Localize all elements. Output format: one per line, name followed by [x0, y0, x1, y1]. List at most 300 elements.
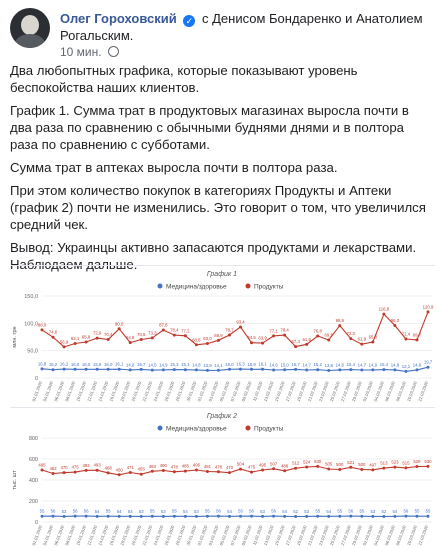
legend-label: Медицина/здоровье — [166, 425, 227, 433]
data-point — [184, 470, 187, 473]
data-label: 16,0 — [70, 361, 80, 367]
data-point — [415, 368, 418, 371]
data-label: 455 — [137, 466, 145, 472]
x-tick-label: 21.02.2020 — [306, 524, 319, 547]
data-label: 15,4 — [346, 362, 355, 368]
data-point — [162, 515, 165, 518]
data-point — [371, 368, 374, 371]
data-label: 16,8 — [37, 361, 47, 367]
data-point — [228, 515, 231, 518]
data-label: 116,8 — [378, 306, 390, 312]
legend-marker — [246, 284, 251, 289]
data-label: 14,5 — [148, 362, 157, 368]
data-label: 53 — [61, 508, 67, 514]
data-point — [74, 368, 77, 371]
data-point — [415, 465, 418, 468]
chart-1[interactable] — [10, 265, 435, 404]
data-label: 16,2 — [59, 361, 69, 367]
data-label: 13,8 — [324, 362, 333, 368]
x-tick-label: 03.02.2020 — [207, 380, 220, 403]
data-point — [228, 368, 231, 371]
data-label: 470 — [60, 465, 68, 471]
data-label: 55 — [238, 508, 243, 514]
x-tick-label: 17.02.2020 — [284, 380, 297, 403]
data-label: 53 — [160, 508, 166, 514]
data-label: 55 — [39, 508, 45, 514]
data-label: 15,3 — [170, 362, 179, 368]
data-label: 14,7 — [357, 362, 367, 368]
data-point — [427, 465, 430, 468]
data-point — [151, 470, 154, 473]
legend-label: Медицина/здоровье — [166, 283, 227, 291]
data-label: 70,4 — [103, 332, 113, 338]
data-point — [173, 515, 176, 518]
data-point — [52, 368, 55, 371]
data-label: 530 — [314, 458, 322, 464]
data-point — [85, 469, 88, 472]
data-point — [228, 471, 231, 474]
x-tick-label: 26.01.2020 — [163, 524, 176, 547]
data-point — [360, 515, 363, 518]
data-point — [140, 473, 143, 476]
data-point — [96, 469, 99, 472]
x-tick-label: 10.03.2020 — [406, 380, 418, 403]
data-point — [316, 465, 319, 468]
data-point — [162, 329, 165, 332]
x-tick-label: 24.01.2020 — [152, 524, 165, 547]
data-label: 16,0 — [225, 361, 234, 367]
data-label: 13,9 — [203, 362, 212, 368]
data-label: 55 — [425, 508, 431, 514]
data-label: 14,8 — [335, 362, 344, 368]
data-label: 55 — [205, 508, 210, 514]
data-point — [217, 339, 220, 342]
x-tick-label: 20.01.2020 — [130, 524, 143, 547]
y-tick-label: 800 — [28, 436, 38, 442]
data-point — [305, 368, 308, 371]
data-point — [316, 335, 319, 338]
data-point — [63, 368, 66, 371]
paragraph: Сумма трат в аптеках выросла почти в полтора раза. — [10, 160, 338, 175]
data-label: 56 — [249, 508, 254, 514]
x-tick-label: 10.01.2020 — [75, 524, 88, 547]
data-point — [427, 366, 430, 369]
data-point — [129, 341, 132, 344]
data-point — [52, 472, 55, 475]
data-point — [272, 515, 275, 518]
data-label: 56 — [348, 508, 354, 514]
x-tick-label: 04.03.2020 — [372, 524, 385, 547]
data-point — [349, 368, 352, 371]
data-point — [360, 468, 363, 471]
data-point — [52, 336, 55, 339]
data-point — [74, 515, 77, 518]
data-point — [250, 341, 253, 344]
data-point — [261, 368, 264, 371]
data-label: 14,1 — [214, 362, 223, 368]
data-point — [371, 515, 374, 518]
data-point — [217, 515, 220, 518]
x-tick-label: 12.03.2020 — [417, 380, 429, 403]
x-tick-label: 20.01.2020 — [130, 380, 143, 403]
data-point — [294, 467, 297, 470]
data-label: 53 — [194, 508, 199, 514]
data-point — [206, 369, 209, 372]
data-point — [382, 467, 385, 470]
data-label: 54 — [282, 508, 288, 514]
data-label: 56 — [72, 508, 78, 514]
data-point — [283, 515, 286, 518]
data-point — [349, 515, 352, 518]
x-tick-label: 25.02.2020 — [328, 380, 341, 403]
x-tick-label: 15.02.2020 — [273, 524, 286, 547]
data-point — [206, 515, 209, 518]
data-point — [349, 337, 352, 340]
x-tick-label: 10.03.2020 — [406, 524, 418, 547]
data-label: 53 — [138, 508, 144, 514]
x-tick-label: 08.01.2020 — [64, 524, 77, 547]
data-label: 55 — [171, 508, 177, 514]
data-point — [316, 515, 319, 518]
x-tick-label: 18.01.2020 — [119, 524, 132, 547]
data-label: 55 — [359, 508, 365, 514]
x-tick-label: 01.02.2020 — [196, 524, 209, 547]
data-point — [239, 368, 242, 371]
x-tick-label: 02.03.2020 — [361, 524, 374, 547]
data-label: 481 — [203, 463, 212, 469]
x-tick-label: 28.01.2020 — [174, 524, 187, 547]
data-label: 73,3 — [148, 330, 157, 336]
x-tick-label: 18.01.2020 — [119, 380, 132, 403]
data-point — [107, 515, 110, 518]
x-tick-label: 12.01.2020 — [86, 524, 99, 547]
data-label: 15,4 — [379, 362, 389, 368]
data-label: 505 — [325, 461, 333, 467]
x-tick-label: 27.02.2020 — [339, 380, 352, 403]
data-label: 56 — [216, 508, 221, 514]
data-point — [41, 328, 44, 331]
data-label: 470 — [225, 465, 234, 471]
data-label: 70,5 — [137, 331, 146, 337]
data-point — [316, 368, 319, 371]
data-point — [283, 469, 286, 472]
data-label: 475 — [247, 464, 256, 470]
x-tick-label: 10.01.2020 — [75, 380, 88, 403]
data-point — [305, 343, 308, 346]
data-point — [415, 338, 418, 341]
x-tick-label: 08.03.2020 — [395, 524, 407, 547]
y-tick-label: 0 — [34, 520, 38, 526]
data-point — [118, 515, 121, 518]
x-tick-label: 30.01.2020 — [185, 524, 198, 547]
data-point — [305, 515, 308, 518]
data-label: 55 — [414, 508, 420, 514]
data-point — [107, 471, 110, 474]
y-tick-label: 600 — [28, 457, 38, 463]
chart-title: График 1 — [206, 271, 238, 278]
data-label: 54 — [392, 508, 398, 514]
data-label: 497 — [369, 462, 377, 468]
data-point — [261, 515, 264, 518]
data-point — [217, 369, 220, 372]
data-label: 15,2 — [313, 362, 322, 368]
data-point — [129, 471, 132, 474]
data-point — [250, 471, 253, 474]
x-tick-label: 24.01.2020 — [152, 380, 165, 403]
data-point — [327, 467, 330, 470]
x-tick-label: 13.02.2020 — [262, 524, 275, 547]
data-label: 515 — [402, 460, 410, 466]
data-label: 54 — [94, 508, 100, 514]
data-label: 493 — [93, 462, 101, 468]
x-tick-label: 23.02.2020 — [317, 380, 330, 403]
data-label: 69,5 — [324, 332, 333, 338]
data-point — [283, 334, 286, 337]
data-label: 462 — [49, 465, 57, 471]
data-point — [206, 342, 209, 345]
data-point — [338, 324, 341, 327]
data-label: 87,8 — [159, 322, 168, 328]
data-label: 56 — [83, 508, 89, 514]
legend-label: Продукты — [254, 425, 284, 433]
x-tick-label: 14.01.2020 — [97, 524, 110, 547]
data-label: 55 — [315, 508, 321, 514]
data-point — [74, 342, 77, 345]
data-point — [96, 337, 99, 340]
globe-icon — [108, 46, 119, 57]
chart-2[interactable] — [10, 407, 435, 550]
y-tick-label: 0 — [34, 376, 38, 382]
paragraph: График 1. Сумма трат в продуктовых магазинах выросла почти в два раза по сравнению с обычными буднями днями и в полтора раза по сравнению с субботами. — [10, 103, 409, 152]
data-label: 15,7 — [291, 361, 300, 367]
data-label: 19,7 — [423, 359, 433, 365]
data-label: 14,9 — [368, 362, 378, 368]
data-point — [272, 334, 275, 337]
data-label: 65,8 — [81, 334, 91, 340]
x-tick-label: 12.03.2020 — [417, 524, 429, 547]
data-point — [63, 345, 66, 348]
data-label: 478 — [214, 464, 223, 470]
data-label: 512 — [292, 460, 300, 466]
y-axis-label: млн. грн — [12, 326, 18, 348]
data-point — [371, 341, 374, 344]
data-label: 507 — [270, 461, 278, 467]
data-point — [338, 468, 341, 471]
data-label: 61,6 — [302, 336, 311, 342]
data-label: 16,0 — [81, 361, 91, 367]
avatar[interactable] — [10, 8, 50, 48]
data-point — [63, 471, 66, 474]
data-point — [228, 333, 231, 336]
data-label: 488 — [281, 463, 289, 469]
data-point — [140, 515, 143, 518]
with-text[interactable]: с Денисом Бондаренко и Анатолием Рогальским. — [60, 11, 423, 43]
data-point — [261, 469, 264, 472]
data-label: 64,5 — [247, 335, 256, 341]
data-label: 60,8 — [192, 337, 201, 343]
data-point — [140, 338, 143, 341]
data-point — [283, 368, 286, 371]
data-point — [129, 515, 132, 518]
data-label: 521 — [347, 459, 355, 465]
data-label: 55 — [337, 508, 343, 514]
x-tick-label: 01.02.2020 — [196, 380, 209, 403]
x-tick-label: 06.03.2020 — [383, 380, 396, 403]
x-tick-label: 05.02.2020 — [218, 524, 231, 547]
x-tick-label: 16.01.2020 — [108, 524, 121, 547]
x-tick-label: 17.02.2020 — [284, 524, 297, 547]
data-label: 72,0 — [346, 331, 355, 337]
y-tick-label: 150,0 — [24, 294, 38, 300]
data-label: 529 — [413, 458, 421, 464]
series-line — [42, 312, 428, 347]
data-label: 69,7 — [412, 332, 422, 338]
data-point — [74, 471, 77, 474]
data-label: 524 — [303, 459, 311, 465]
data-label: 63,0 — [203, 336, 212, 342]
data-point — [63, 515, 66, 518]
data-label: 468 — [104, 465, 112, 471]
data-point — [239, 515, 242, 518]
data-label: 64,8 — [126, 335, 135, 341]
x-tick-label: 07.02.2020 — [229, 380, 242, 403]
x-tick-label: 30.01.2020 — [185, 380, 198, 403]
series-line — [42, 367, 428, 371]
data-point — [195, 343, 198, 346]
x-tick-label: 09.02.2020 — [240, 524, 253, 547]
paragraph: Вывод: Украинцы активно запасаются продуктами и лекарствами. Наблюдаем дальше. — [10, 240, 417, 272]
x-tick-label: 15.02.2020 — [273, 380, 286, 403]
post-meta — [60, 45, 119, 59]
x-tick-label: 11.02.2020 — [251, 380, 264, 402]
x-tick-label: 22.01.2020 — [141, 524, 154, 547]
data-point — [129, 368, 132, 371]
y-tick-label: 50,0 — [27, 348, 38, 355]
data-label: 485 — [181, 463, 189, 469]
data-point — [382, 515, 385, 518]
data-point — [239, 325, 242, 328]
data-label: 14,9 — [159, 362, 168, 368]
data-point — [272, 369, 275, 372]
data-point — [360, 368, 363, 371]
data-label: 78,4 — [170, 327, 179, 333]
data-point — [118, 368, 121, 371]
data-point — [85, 515, 88, 518]
x-tick-label: 06.01.2020 — [53, 380, 65, 403]
x-tick-label: 06.01.2020 — [53, 524, 65, 547]
data-point — [404, 515, 407, 518]
data-point — [393, 466, 396, 469]
x-tick-label: 07.02.2020 — [229, 524, 242, 547]
data-label: 513 — [380, 460, 388, 466]
data-point — [41, 515, 44, 518]
data-label: 55 — [105, 508, 111, 514]
data-label: 530 — [424, 458, 432, 464]
data-label: 14,8 — [412, 362, 422, 368]
paragraph: При этом количество покупок в категориях Продукты и Аптеки (график 2) почти не изменились. Это говорит о том, что увеличился средний чек. — [10, 183, 426, 232]
data-point — [41, 469, 44, 472]
x-tick-label: 14.01.2020 — [97, 380, 110, 403]
data-point — [327, 369, 330, 372]
data-label: 15,9 — [92, 361, 102, 367]
x-tick-label: 04.03.2020 — [372, 380, 385, 403]
data-label: 16,3 — [236, 361, 245, 367]
data-label: 55 — [149, 508, 155, 514]
x-tick-label: 02.01.2020 — [31, 524, 43, 547]
data-point — [184, 515, 187, 518]
data-point — [404, 337, 407, 340]
x-tick-label: 27.02.2020 — [339, 524, 352, 547]
timestamp[interactable]: 10 мин. — [60, 45, 102, 59]
data-label: 500 — [358, 462, 366, 467]
data-point — [371, 468, 374, 471]
data-label: 56 — [403, 508, 409, 514]
data-label: 52 — [381, 509, 387, 515]
data-label: 15,2 — [48, 362, 58, 368]
data-label: 450 — [115, 467, 123, 473]
x-tick-label: 25.02.2020 — [328, 524, 341, 547]
data-label: 72,9 — [92, 330, 102, 336]
data-point — [195, 469, 198, 472]
data-point — [427, 310, 430, 313]
data-point — [162, 368, 165, 371]
data-label: 495 — [258, 462, 267, 468]
x-tick-label: 19.02.2020 — [295, 524, 308, 547]
legend-marker — [158, 284, 163, 289]
data-label: 490 — [159, 463, 167, 469]
x-tick-label: 05.02.2020 — [218, 380, 231, 403]
data-label: 15,1 — [181, 362, 190, 368]
data-label: 54 — [127, 508, 133, 514]
data-label: 63,9 — [258, 335, 267, 341]
data-point — [250, 515, 253, 518]
author-name[interactable]: Олег Гороховский — [60, 11, 177, 26]
data-label: 76,8 — [313, 328, 322, 334]
data-label: 15,7 — [137, 361, 146, 367]
data-point — [327, 339, 330, 342]
data-label: 500 — [336, 462, 344, 467]
data-label: 120,9 — [422, 304, 434, 310]
data-point — [151, 515, 154, 518]
data-label: 478 — [170, 464, 178, 470]
x-tick-label: 29.02.2020 — [350, 524, 363, 547]
data-label: 77,1 — [269, 328, 278, 334]
data-point — [360, 343, 363, 346]
data-label: 12,1 — [401, 363, 411, 369]
data-point — [41, 367, 44, 370]
data-label: 54 — [116, 508, 122, 514]
x-tick-label: 02.01.2020 — [31, 380, 43, 403]
data-label: 495 — [192, 462, 200, 468]
data-point — [393, 515, 396, 518]
data-label: 63,1 — [70, 336, 80, 342]
post-header — [10, 8, 430, 59]
data-label: 475 — [71, 464, 79, 470]
data-label: 523 — [391, 459, 399, 465]
data-label: 61,9 — [357, 336, 367, 342]
data-point — [173, 334, 176, 337]
data-label: 56 — [271, 508, 276, 514]
data-label: 57,4 — [291, 339, 300, 345]
data-label: 56,9 — [59, 339, 69, 345]
data-point — [96, 368, 99, 371]
legend-marker — [246, 426, 251, 431]
y-tick-label: 100,0 — [24, 321, 38, 328]
data-label: 14,8 — [390, 362, 400, 368]
data-point — [382, 368, 385, 371]
data-point — [151, 369, 154, 372]
data-label: 78,4 — [280, 327, 289, 333]
